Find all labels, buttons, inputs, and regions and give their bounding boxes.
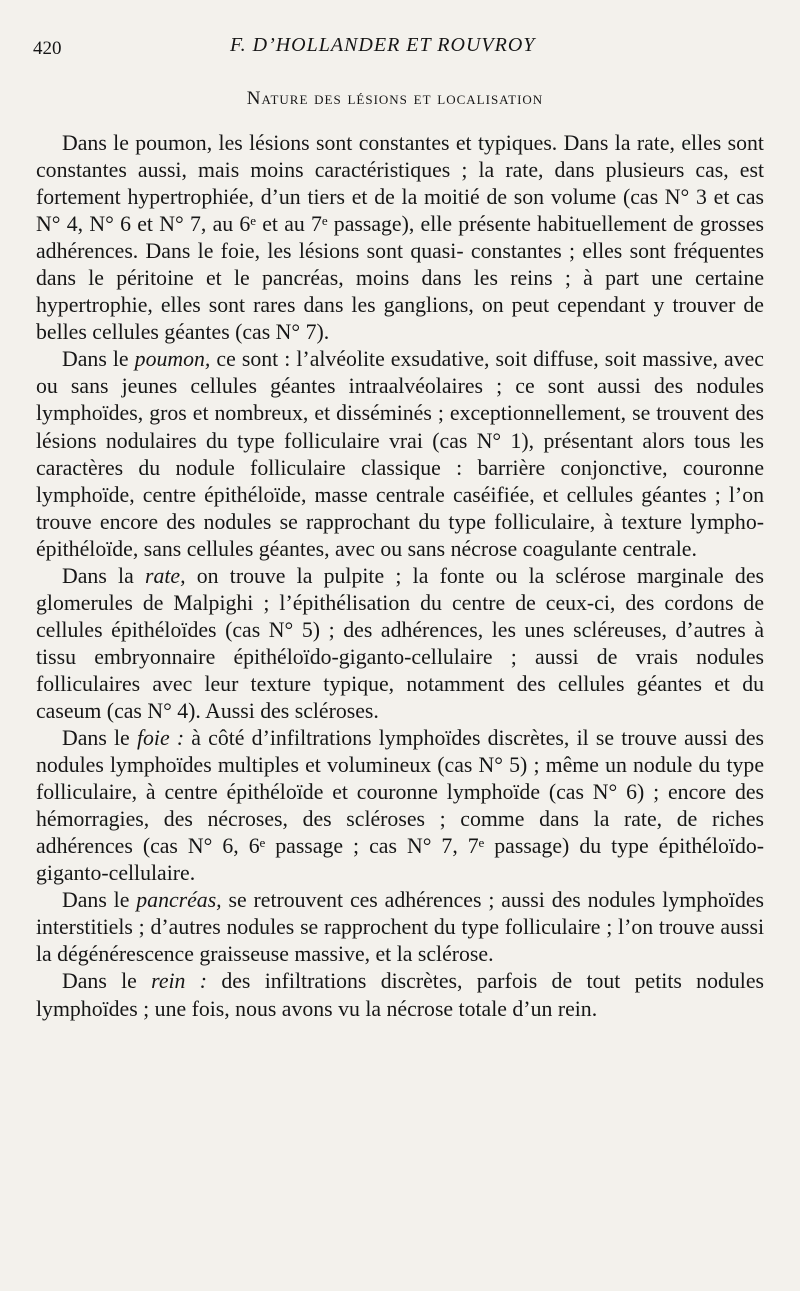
organ-term: rein :	[151, 969, 208, 994]
paragraph-text: Dans le	[62, 888, 137, 913]
paragraph-text: ce sont : l’alvéolite exsudative, soit diffuse, soit massive, avec ou sans jeunes cellules géantes intraalvéolaires ; ce sont aussi des nodules lymphoïdes, gros et nombreux, et disséminés ; exceptionnellement, se trouvent des lésions nodulaires du type folliculaire vrai (cas N° 1), présentant alors tous les caractères du nodule folliculaire classique : barrière conjonctive, couronne lymphoïde, centre épithéloïde, masse centrale caséifiée, et cellules géantes ; l’on trouve encore des nodules se rapprochant du type folliculaire, à texture lympho-épithéloïde, sans cellules géantes, avec ou sans nécrose coagulante centrale.	[36, 347, 764, 561]
organ-term: rate,	[144, 563, 186, 588]
running-title: F. D’HOLLANDER ET ROUVROY	[230, 34, 536, 56]
page-number: 420	[33, 38, 62, 59]
paragraph-text: Dans le	[62, 969, 152, 994]
paragraph-text: des infiltrations discrètes, parfois de tout petits nodules lymphoïdes ; une fois, nous avons vu la nécrose totale d’un rein.	[36, 969, 764, 1021]
body-text	[36, 130, 764, 1023]
organ-term: pancréas,	[136, 888, 222, 913]
running-head	[30, 34, 770, 60]
paragraph-pancreas	[36, 887, 764, 968]
paragraph-rate	[36, 563, 764, 725]
section-title: Nature des lésions et localisation	[246, 88, 544, 109]
paragraph-text: Dans le	[62, 347, 135, 372]
organ-term: poumon,	[134, 347, 211, 372]
paragraph-text: Dans le poumon, les lésions sont constantes et typiques. Dans la rate, elles sont constantes aussi, mais moins caractéristiques ; la rate, dans plusieurs cas, est fortement hypertrophiée, d’un tiers et de la moitié de son volume (cas N° 3 et cas N° 4, N° 6 et N° 7, au 6ᵉ et au 7ᵉ passage), elle présente habituellement de grosses adhérences. Dans le foie, les lésions sont quasi- constantes ; elles sont fréquentes dans le péritoine et le pancréas, moins dans les reins ; à part une certaine hypertrophie, elles sont rares dans les ganglions, on peut cependant y trouver de belles cellules géantes (cas N° 7).	[36, 131, 764, 345]
organ-term: foie :	[136, 726, 185, 751]
paragraph-poumon	[36, 346, 764, 562]
paragraph-foie	[36, 725, 764, 887]
paragraph-text: Dans la	[62, 563, 145, 588]
paragraph-text: Dans le	[62, 726, 137, 751]
paragraph-rein	[36, 968, 764, 1022]
paragraph-text: à côté d’infiltrations lymphoïdes discrètes, il se trouve aussi des nodules lymphoïdes multiples et volumineux (cas N° 5) ; même un nodule du type folliculaire, à centre épithéloïde et couronne lymphoïde (cas N° 6) ; encore des hémorragies, des nécroses, des scléroses ; comme dans la rate, de riches adhérences (cas N° 6, 6ᵉ passage ; cas N° 7, 7ᵉ passage) du type épithéloïdo-giganto-cellulaire.	[36, 726, 764, 886]
paragraph-text: on trouve la pulpite ; la fonte ou la sclérose marginale des glomerules de Malpighi ; l’épithélisation du centre de ceux-ci, des cordons de cellules épithéloïdes (cas N° 5) ; des adhérences, les unes scléreuses, d’autres à tissu embryonnaire épithéloïdo-giganto-cellulaire ; aussi de vrais nodules folliculaires avec leur texture typique, notamment des cellules géantes et du caseum (cas N° 4). Aussi des scléroses.	[36, 563, 764, 723]
paragraph-text: se retrouvent ces adhérences ; aussi des nodules lymphoïdes interstitiels ; d’autres nodules se rapprochent du type folliculaire ; l’on trouve aussi la dégénérescence graisseuse massive, et la sclérose.	[36, 888, 764, 967]
paragraph-summary	[36, 130, 764, 346]
